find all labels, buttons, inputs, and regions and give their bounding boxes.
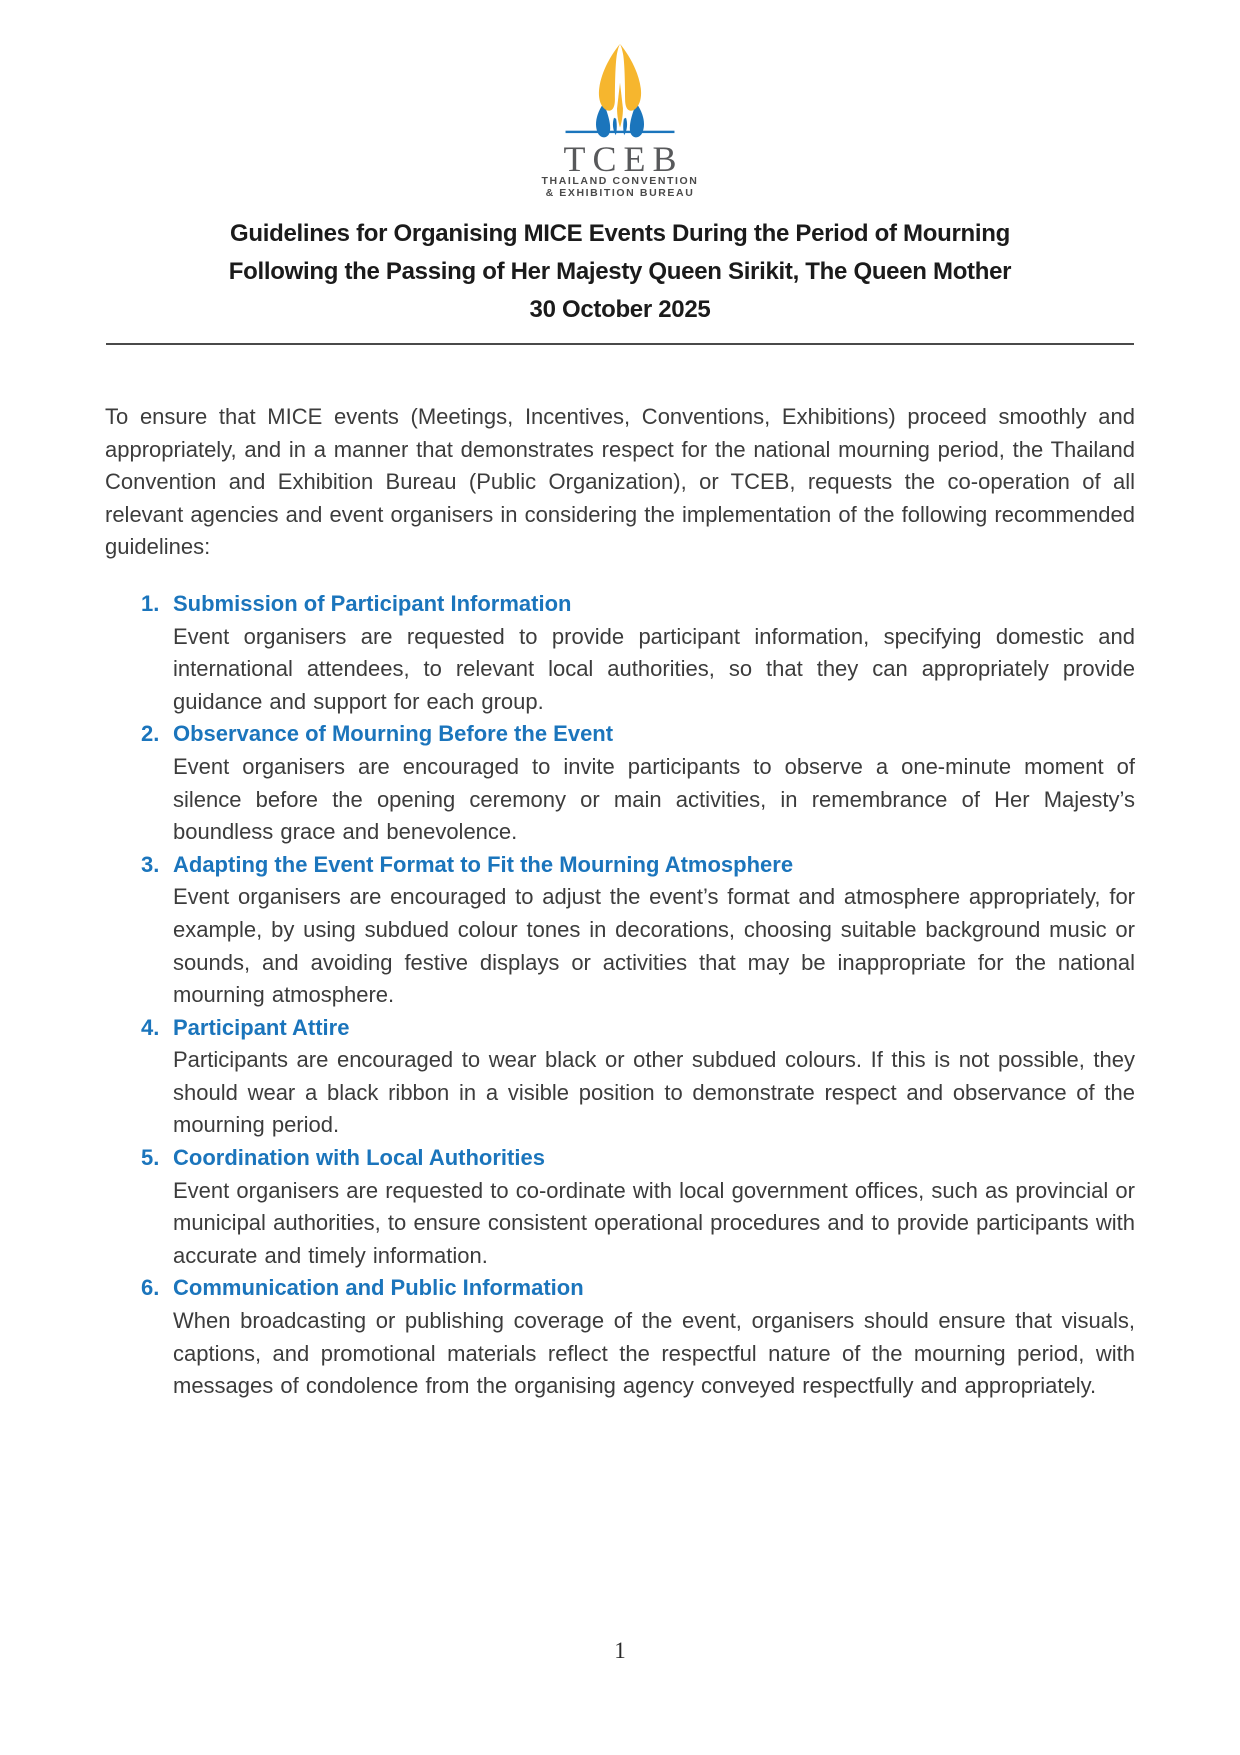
title-line-3: 30 October 2025 bbox=[529, 296, 711, 323]
guideline-number: 2. bbox=[141, 721, 160, 747]
guideline-item bbox=[141, 588, 1135, 718]
guideline-heading: Adapting the Event Format to Fit the Mourning Atmosphere bbox=[173, 851, 794, 877]
tceb-flame-icon bbox=[0, 42, 1240, 140]
guideline-body: Event organisers are requested to provide participant information, specifying domestic and international attendees, to relevant local authorities, so that they can appropriately provide guidance and support for each group. bbox=[173, 623, 1135, 714]
guideline-heading: Communication and Public Information bbox=[173, 1275, 584, 1301]
guideline-item bbox=[141, 849, 1135, 1012]
logo-subtitle-line2: & EXHIBITION BUREAU bbox=[545, 186, 695, 199]
guideline-heading: Participant Attire bbox=[173, 1014, 350, 1040]
page-number: 1 bbox=[614, 1638, 626, 1663]
title-line-2: Following the Passing of Her Majesty Queen Sirikit, The Queen Mother bbox=[228, 258, 1012, 285]
title-line-1: Guidelines for Organising MICE Events During the Period of Mourning bbox=[230, 220, 1010, 247]
tceb-logo bbox=[0, 0, 1240, 199]
guideline-body: Event organisers are encouraged to adjust the event’s format and atmosphere appropriately, for example, by using subdued colour tones in decorations, choosing suitable background music or sounds, and avoiding festive displays or activities that may be inappropriate for the national mourning atmosphere. bbox=[173, 884, 1135, 1008]
guideline-number: 5. bbox=[141, 1145, 160, 1171]
guideline-number: 6. bbox=[141, 1275, 160, 1301]
title-divider bbox=[106, 343, 1134, 345]
intro-paragraph: To ensure that MICE events (Meetings, Incentives, Conventions, Exhibitions) proceed smoothly and appropriately, and in a manner that demonstrates respect for the national mourning period, the Thailand Convention and Exhibition Bureau (Public Organization), or TCEB, requests the co-operation of all relevant agencies and event organisers in considering the implementation of the following recommended guidelines: bbox=[105, 404, 1135, 560]
logo-subtitle-line1: THAILAND CONVENTION bbox=[541, 175, 699, 187]
guideline-heading: Submission of Participant Information bbox=[173, 590, 572, 616]
guideline-number: 1. bbox=[141, 590, 160, 616]
guideline-number: 3. bbox=[141, 851, 160, 877]
document-body bbox=[105, 401, 1135, 1403]
guidelines-list bbox=[141, 588, 1135, 1403]
guideline-body: Participants are encouraged to wear black or other subdued colours. If this is not possible, they should wear a black ribbon in a visible position to demonstrate respect and observance of the mourning period. bbox=[173, 1047, 1135, 1138]
guideline-heading: Coordination with Local Authorities bbox=[173, 1145, 545, 1171]
guideline-number: 4. bbox=[141, 1014, 160, 1040]
guideline-body: When broadcasting or publishing coverage of the event, organisers should ensure that visuals, captions, and promotional materials reflect the respectful nature of the mourning period, with messages of condolence from the organising agency conveyed respectfully and appropriately. bbox=[173, 1308, 1135, 1399]
guideline-item bbox=[141, 1272, 1135, 1402]
logo-acronym: TCEB bbox=[563, 139, 684, 179]
guideline-body: Event organisers are requested to co-ordinate with local government offices, such as provincial or municipal authorities, to ensure consistent operational procedures and to provide participants with accurate and timely information. bbox=[173, 1177, 1135, 1268]
guideline-item bbox=[141, 1012, 1135, 1142]
guideline-item bbox=[141, 718, 1135, 848]
guideline-heading: Observance of Mourning Before the Event bbox=[173, 721, 614, 747]
document-title bbox=[0, 215, 1240, 329]
guideline-body: Event organisers are encouraged to invite participants to observe a one-minute moment of silence before the opening ceremony or main activities, in remembrance of Her Majesty’s boundless grace and benevolence. bbox=[173, 753, 1135, 845]
guideline-item bbox=[141, 1142, 1135, 1272]
